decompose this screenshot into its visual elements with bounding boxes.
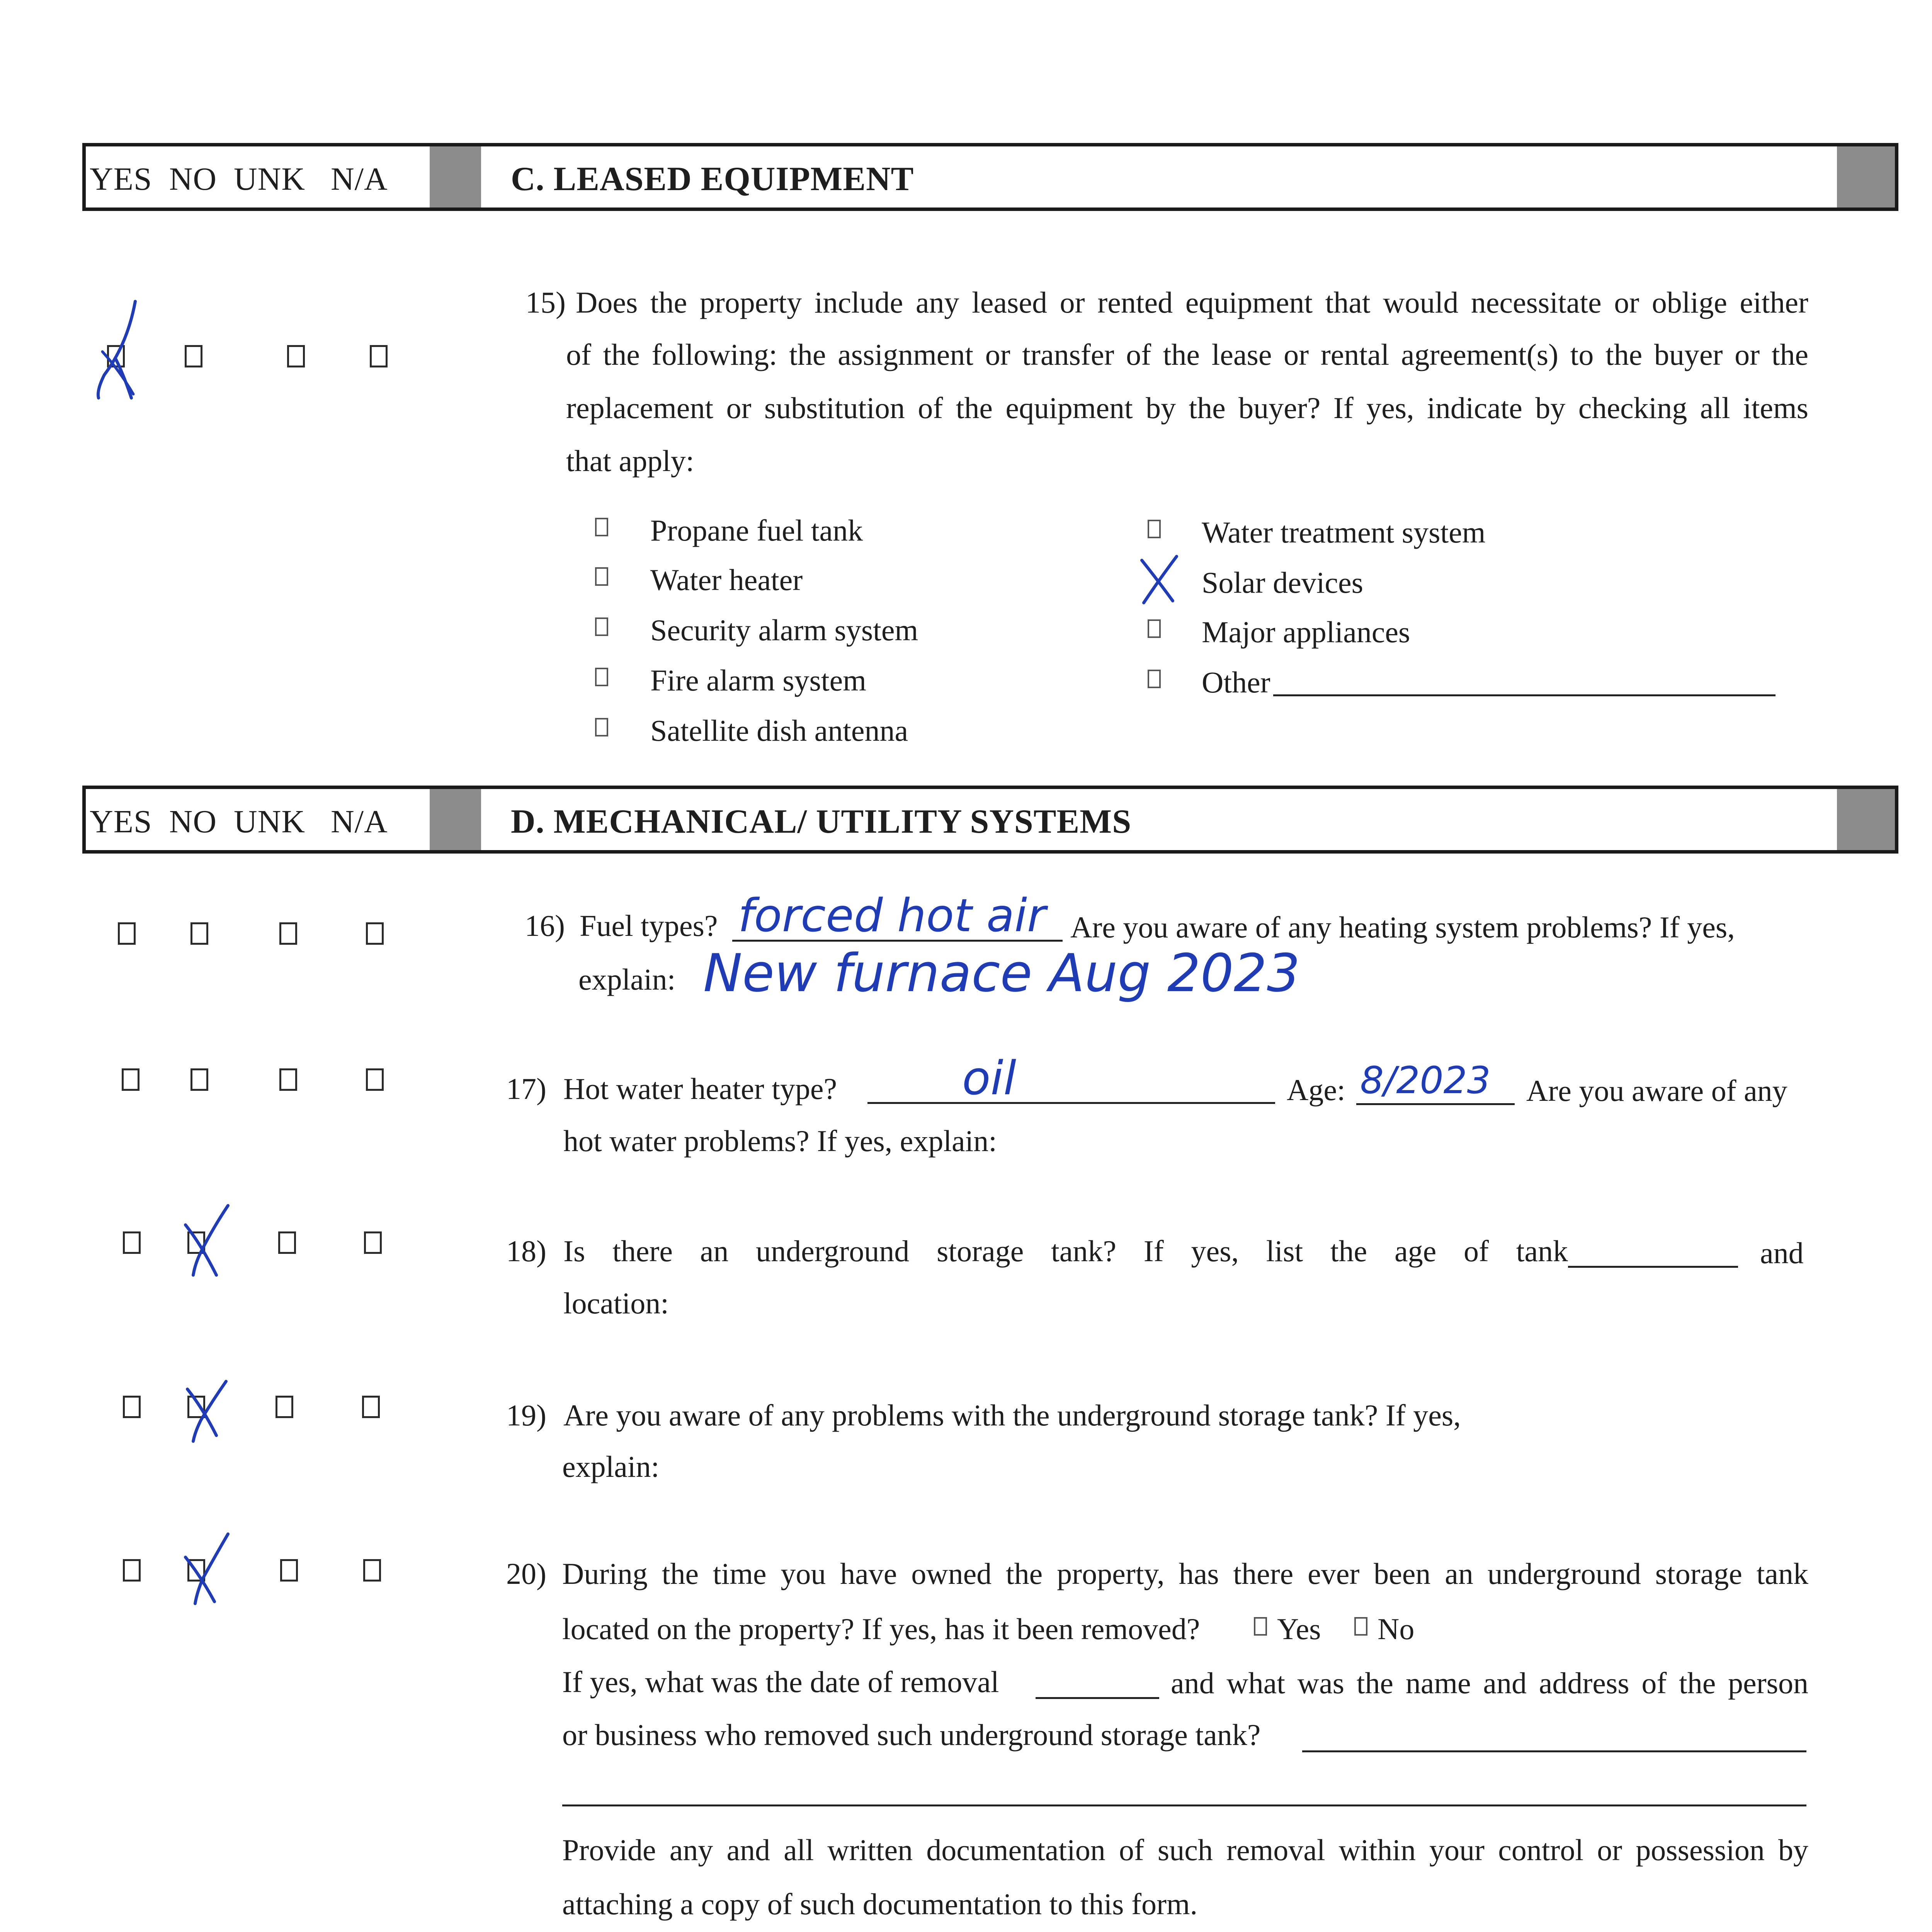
q16-yes-checkbox[interactable] — [118, 922, 136, 945]
item-checkbox[interactable] — [595, 668, 608, 686]
section-title: C. LEASED EQUIPMENT — [511, 160, 914, 198]
q20-na-checkbox[interactable] — [363, 1559, 381, 1582]
item-label: Security alarm system — [650, 613, 918, 647]
q20-line1: During the time you have owned the property, has there ever been an underground storage tank — [562, 1557, 1808, 1590]
q17-line2: hot water problems? If yes, explain: — [563, 1124, 997, 1158]
removal-date-line[interactable] — [1036, 1697, 1159, 1699]
tank-age-line[interactable] — [1568, 1266, 1738, 1268]
q17-na-checkbox[interactable] — [366, 1068, 384, 1091]
item-label: Satellite dish antenna — [650, 714, 908, 747]
q20-line3a: If yes, what was the date of removal — [562, 1665, 999, 1699]
q20-line6: attaching a copy of such documentation to this form. — [562, 1887, 1198, 1921]
answer-column-labels: YES NO UNK N/A — [90, 804, 388, 840]
q19-unk-checkbox[interactable] — [276, 1396, 293, 1418]
other-line[interactable] — [1273, 694, 1776, 696]
q20-yes-checkbox[interactable] — [123, 1559, 141, 1582]
q19-no-checkmark-icon — [178, 1374, 236, 1443]
q19-yes-checkbox[interactable] — [123, 1396, 141, 1418]
q15-line: Does the property include any leased or rented equipment that would necessitate or oblige either — [576, 286, 1808, 319]
heater-type-answer: oil — [962, 1052, 1017, 1105]
q18-line1: Is there an underground storage tank? If yes, list the age of tank — [563, 1234, 1568, 1268]
q16-na-checkbox[interactable] — [366, 922, 384, 945]
q17-no-checkbox[interactable] — [190, 1068, 208, 1091]
solar-devices-checkmark-icon — [1136, 553, 1182, 607]
item-label: Fire alarm system — [650, 663, 866, 697]
q17-number: 17) — [506, 1072, 546, 1105]
q15-no-checkbox[interactable] — [185, 345, 202, 367]
item-label: Propane fuel tank — [650, 514, 863, 547]
section-title: D. MECHANICAL/ UTILITY SYSTEMS — [511, 803, 1132, 840]
item-checkbox[interactable] — [595, 567, 608, 586]
q18-unk-checkbox[interactable] — [278, 1231, 296, 1254]
item-checkbox[interactable] — [595, 617, 608, 636]
q16-explain-answer: New furnace Aug 2023 — [703, 943, 1300, 1003]
remover-line[interactable] — [1302, 1750, 1806, 1752]
q20-unk-checkbox[interactable] — [280, 1559, 298, 1582]
q17-prompt: Hot water heater type? — [563, 1072, 837, 1105]
q18-na-checkbox[interactable] — [364, 1231, 382, 1254]
q15-line: of the following: the assignment or transfer of the lease or rental agreement(s) to the buyer or the — [566, 338, 1808, 371]
item-label: Major appliances — [1202, 615, 1410, 649]
heater-type-line[interactable] — [867, 1102, 1275, 1104]
q18-line2: location: — [563, 1286, 669, 1320]
q15-yes-checkmark-icon — [93, 298, 147, 402]
q19-number: 19) — [506, 1398, 546, 1432]
q16-rest: Are you aware of any heating system problems? If yes, — [1070, 910, 1735, 944]
remover-line-2[interactable] — [562, 1804, 1806, 1806]
q17-unk-checkbox[interactable] — [279, 1068, 297, 1091]
q20-line5: Provide any and all written documentation of such removal within your control or possession by — [562, 1833, 1808, 1867]
item-checkbox[interactable] — [1148, 520, 1161, 538]
q15-line: replacement or substitution of the equipment by the buyer? If yes, indicate by checking all items — [566, 391, 1808, 425]
section-c-header — [82, 143, 1898, 211]
q17-age-label: Age: — [1287, 1073, 1345, 1107]
q15-number: 15) — [526, 286, 566, 319]
q19-na-checkbox[interactable] — [362, 1396, 380, 1418]
q18-and: and — [1760, 1236, 1804, 1270]
q20-no-checkmark-icon — [178, 1530, 236, 1607]
q15-line: that apply: — [566, 444, 694, 478]
item-label: Other — [1202, 665, 1270, 699]
q19-line2: explain: — [562, 1450, 660, 1483]
q20-number: 20) — [506, 1557, 546, 1590]
header-shade — [430, 146, 481, 207]
fuel-type-answer: forced hot air — [738, 889, 1046, 942]
q20-line4: or business who removed such underground storage tank? — [562, 1718, 1261, 1752]
q17-yes-checkbox[interactable] — [122, 1068, 139, 1091]
section-d-header — [82, 786, 1898, 854]
removed-no-checkbox[interactable] — [1354, 1617, 1367, 1636]
item-checkbox[interactable] — [595, 718, 608, 736]
q16-prompt: Fuel types? — [580, 909, 718, 942]
q16-no-checkbox[interactable] — [190, 922, 208, 945]
q17-rest: Are you aware of any — [1526, 1074, 1787, 1107]
q20-line2: located on the property? If yes, has it been removed? — [562, 1612, 1200, 1646]
q18-no-checkmark-icon — [178, 1202, 236, 1279]
q19-line1: Are you aware of any problems with the underground storage tank? If yes, — [563, 1398, 1461, 1432]
heater-age-answer: 8/2023 — [1360, 1059, 1491, 1102]
heater-age-line[interactable] — [1356, 1103, 1515, 1105]
header-shade — [1837, 146, 1895, 207]
answer-column-labels: YES NO UNK N/A — [90, 161, 388, 197]
q16-number: 16) — [525, 909, 565, 942]
item-label: Water treatment system — [1202, 515, 1486, 549]
q16-explain-label: explain: — [578, 963, 676, 996]
item-label: Solar devices — [1202, 566, 1364, 599]
item-checkbox[interactable] — [595, 518, 608, 536]
header-shade — [430, 789, 481, 850]
q18-yes-checkbox[interactable] — [123, 1231, 141, 1254]
q15-unk-checkbox[interactable] — [287, 345, 305, 367]
q16-unk-checkbox[interactable] — [279, 922, 297, 945]
q15-na-checkbox[interactable] — [370, 345, 388, 367]
removed-yes-label: Yes — [1277, 1612, 1321, 1646]
removed-no-label: No — [1378, 1612, 1415, 1646]
item-label: Water heater — [650, 563, 803, 597]
q18-number: 18) — [506, 1234, 546, 1268]
q20-line3b: and what was the name and address of the person — [1171, 1666, 1808, 1700]
header-shade — [1837, 789, 1895, 850]
item-checkbox[interactable] — [1148, 670, 1161, 688]
item-checkbox[interactable] — [1148, 619, 1161, 638]
removed-yes-checkbox[interactable] — [1254, 1617, 1267, 1636]
